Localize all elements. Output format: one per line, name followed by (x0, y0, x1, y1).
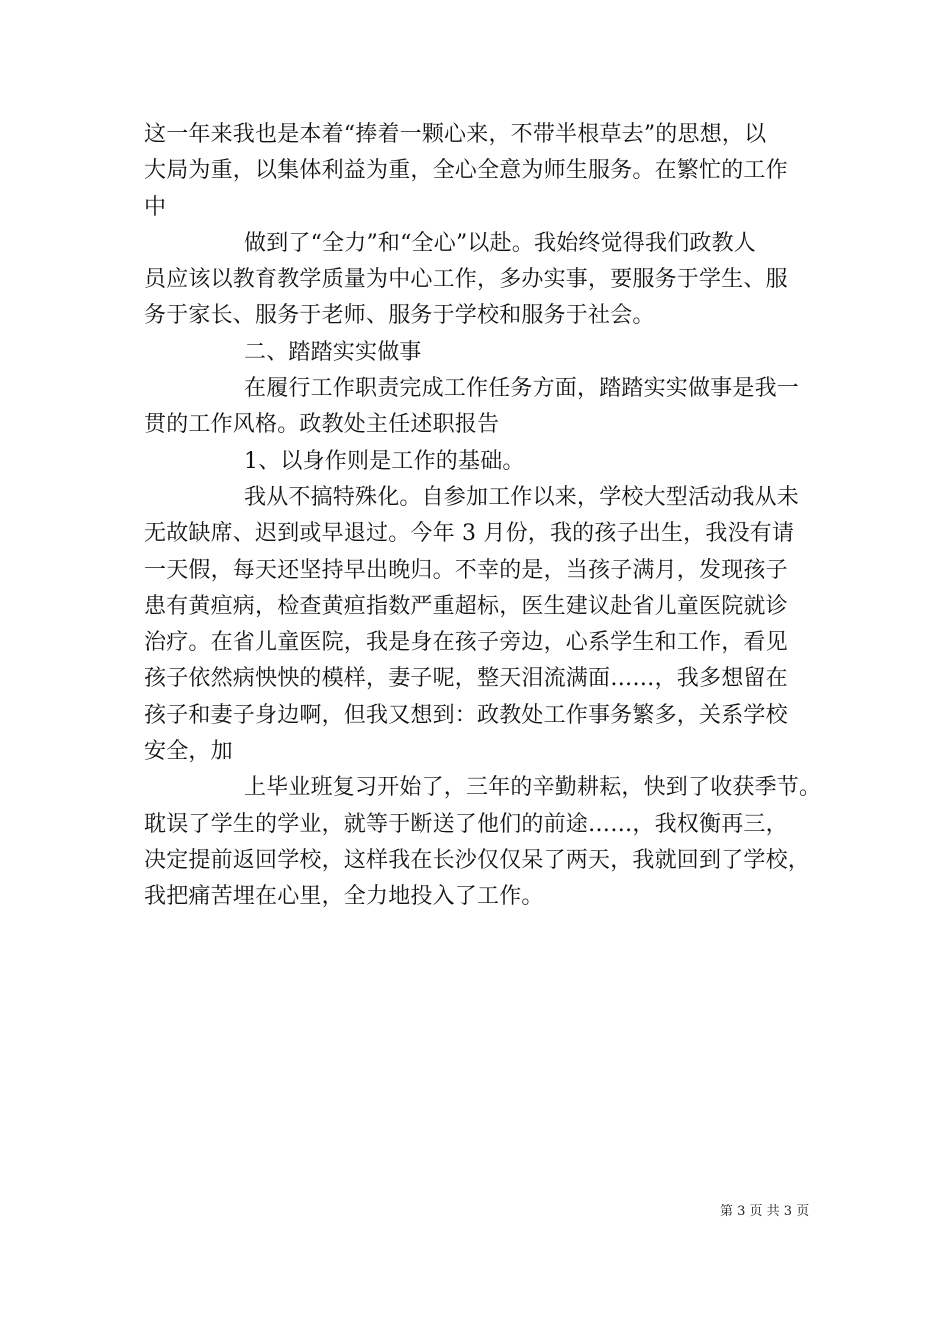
text-line: 我从不搞特殊化。自参加工作以来，学校大型活动我从未 (244, 484, 800, 510)
text-line: 这一年来我也是本着“捧着一颗心来，不带半根草去”的思想，以 (144, 122, 767, 147)
text-line: 孩子依然病怏怏的模样，妻子呢，整天泪流满面……，我多想留在 (144, 666, 788, 692)
text-line: 我把痛苦埋在心里，全力地投入了工作。 (144, 884, 544, 910)
text-line: 中 (144, 194, 167, 220)
text-line: 大局为重，以集体利益为重，全心全意为师生服务。在繁忙的工作 (144, 158, 788, 184)
text-line: 员应该以教育教学质量为中心工作，多办实事，要服务于学生、服 (144, 267, 788, 293)
text-line: 患有黄疸病，检查黄疸指数严重超标，医生建议赴省儿童医院就诊 (144, 593, 788, 619)
page-number-footer: 第 3 页 共 3 页 (720, 1204, 810, 1219)
text-line: 耽误了学生的学业，就等于断送了他们的前途……，我权衡再三， (144, 811, 788, 837)
text-line: 上毕业班复习开始了，三年的辛勤耕耘，快到了收获季节。 (244, 775, 822, 801)
text-line: 孩子和妻子身边啊，但我又想到：政教处工作事务繁多，关系学校 (144, 702, 788, 728)
text-line: 决定提前返回学校，这样我在长沙仅仅呆了两天，我就回到了学校， (144, 847, 811, 873)
document-body (144, 117, 822, 916)
text-line: 做到了“全力”和“全心”以赴。我始终觉得我们政教人 (244, 230, 756, 256)
text-line: 务于家长、服务于老师、服务于学校和服务于社会。 (144, 303, 655, 329)
text-line: 一天假，每天还坚持早出晚归。不幸的是，当孩子满月，发现孩子 (144, 557, 788, 583)
text-line: 治疗。在省儿童医院，我是身在孩子旁边，心系学生和工作，看见 (144, 630, 788, 656)
text-line: 无故缺席、迟到或早退过。今年 3 月份，我的孩子出生，我没有请 (144, 521, 795, 547)
text-line: 二、踏踏实实做事 (244, 339, 422, 365)
text-line: 在履行工作职责完成工作任务方面，踏踏实实做事是我一 (244, 376, 800, 402)
text-line: 1、以身作则是工作的基础。 (244, 448, 525, 474)
text-line: 安全，加 (144, 739, 233, 765)
text-line: 贯的工作风格。政教处主任述职报告 (144, 412, 500, 438)
